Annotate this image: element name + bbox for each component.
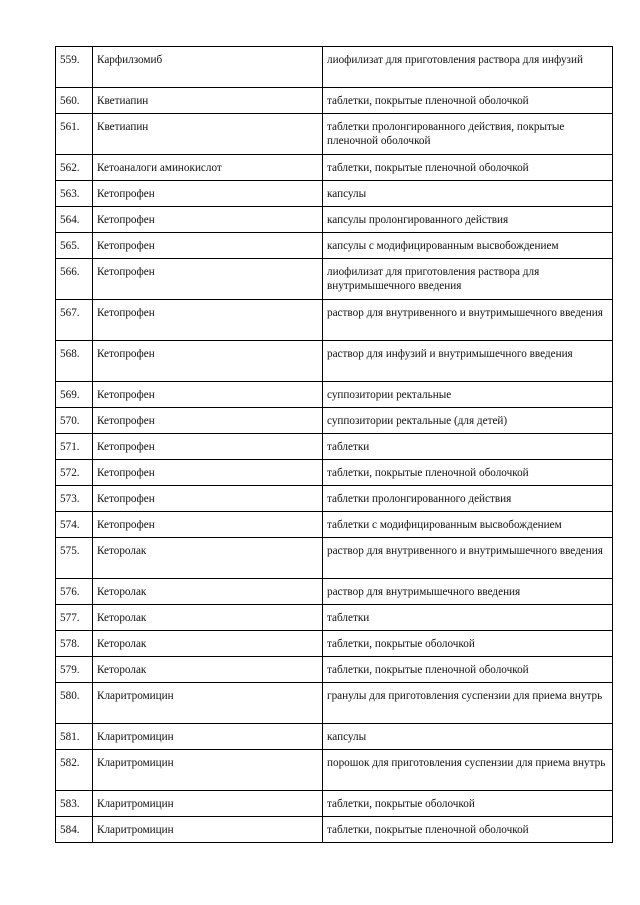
table-row xyxy=(56,605,613,631)
row-number-cell: 563. xyxy=(56,181,93,207)
drug-name-cell: Кетопрофен xyxy=(93,259,323,300)
dosage-form-cell: таблетки, покрытые пленочной оболочкой xyxy=(323,657,613,683)
table-row xyxy=(56,791,613,817)
dosage-form-cell: таблетки xyxy=(323,605,613,631)
table-row xyxy=(56,817,613,843)
drug-name-cell: Кетопрофен xyxy=(93,512,323,538)
row-number-cell: 584. xyxy=(56,817,93,843)
drug-name-cell: Кетопрофен xyxy=(93,434,323,460)
row-number-cell: 580. xyxy=(56,683,93,724)
dosage-form-cell: раствор для инфузий и внутримышечного введения xyxy=(323,341,613,382)
drug-name-cell: Кетопрофен xyxy=(93,408,323,434)
row-number-cell: 572. xyxy=(56,460,93,486)
row-number-cell: 564. xyxy=(56,207,93,233)
drug-name-cell: Кеторолак xyxy=(93,657,323,683)
table-body xyxy=(56,47,613,843)
row-number-cell: 560. xyxy=(56,88,93,114)
table-row xyxy=(56,259,613,300)
dosage-form-cell: таблетки с модифицированным высвобождением xyxy=(323,512,613,538)
drug-name-cell: Кеторолак xyxy=(93,631,323,657)
drug-name-cell: Кетопрофен xyxy=(93,460,323,486)
dosage-form-cell: таблетки, покрытые пленочной оболочкой xyxy=(323,88,613,114)
row-number-cell: 576. xyxy=(56,579,93,605)
row-number-cell: 561. xyxy=(56,114,93,155)
table-row xyxy=(56,233,613,259)
dosage-form-cell: капсулы xyxy=(323,724,613,750)
table-row xyxy=(56,579,613,605)
drug-name-cell: Кларитромицин xyxy=(93,791,323,817)
row-number-cell: 575. xyxy=(56,538,93,579)
row-number-cell: 567. xyxy=(56,300,93,341)
drug-name-cell: Кларитромицин xyxy=(93,724,323,750)
drug-name-cell: Кетопрофен xyxy=(93,181,323,207)
row-number-cell: 574. xyxy=(56,512,93,538)
dosage-form-cell: таблетки, покрытые пленочной оболочкой xyxy=(323,155,613,181)
row-number-cell: 570. xyxy=(56,408,93,434)
table-row xyxy=(56,382,613,408)
table-row xyxy=(56,47,613,88)
table-row xyxy=(56,683,613,724)
drug-name-cell: Кетопрофен xyxy=(93,382,323,408)
row-number-cell: 565. xyxy=(56,233,93,259)
dosage-form-cell: суппозитории ректальные xyxy=(323,382,613,408)
drug-name-cell: Кетопрофен xyxy=(93,341,323,382)
drug-forms-table xyxy=(55,46,613,843)
row-number-cell: 578. xyxy=(56,631,93,657)
drug-name-cell: Кеторолак xyxy=(93,538,323,579)
table-row xyxy=(56,341,613,382)
dosage-form-cell: суппозитории ректальные (для детей) xyxy=(323,408,613,434)
drug-name-cell: Кетопрофен xyxy=(93,207,323,233)
dosage-form-cell: капсулы пролонгированного действия xyxy=(323,207,613,233)
drug-name-cell: Кларитромицин xyxy=(93,683,323,724)
dosage-form-cell: таблетки, покрытые оболочкой xyxy=(323,631,613,657)
row-number-cell: 581. xyxy=(56,724,93,750)
drug-name-cell: Кеторолак xyxy=(93,605,323,631)
dosage-form-cell: лиофилизат для приготовления раствора для инфузий xyxy=(323,47,613,88)
dosage-form-cell: раствор для внутривенного и внутримышечного введения xyxy=(323,538,613,579)
row-number-cell: 566. xyxy=(56,259,93,300)
table-row xyxy=(56,88,613,114)
dosage-form-cell: таблетки, покрытые пленочной оболочкой xyxy=(323,817,613,843)
dosage-form-cell: лиофилизат для приготовления раствора для внутримышечного введения xyxy=(323,259,613,300)
drug-name-cell: Карфилзомиб xyxy=(93,47,323,88)
dosage-form-cell: таблетки пролонгированного действия xyxy=(323,486,613,512)
drug-name-cell: Кларитромицин xyxy=(93,750,323,791)
table-row xyxy=(56,114,613,155)
table-row xyxy=(56,434,613,460)
table-row xyxy=(56,155,613,181)
table-row xyxy=(56,181,613,207)
dosage-form-cell: капсулы xyxy=(323,181,613,207)
row-number-cell: 577. xyxy=(56,605,93,631)
table-row xyxy=(56,207,613,233)
dosage-form-cell: капсулы с модифицированным высвобождением xyxy=(323,233,613,259)
dosage-form-cell: раствор для внутривенного и внутримышечного введения xyxy=(323,300,613,341)
dosage-form-cell: гранулы для приготовления суспензии для приема внутрь xyxy=(323,683,613,724)
dosage-form-cell: таблетки xyxy=(323,434,613,460)
table-row xyxy=(56,408,613,434)
table-row xyxy=(56,631,613,657)
table-row xyxy=(56,486,613,512)
row-number-cell: 569. xyxy=(56,382,93,408)
table-row xyxy=(56,724,613,750)
drug-name-cell: Кеторолак xyxy=(93,579,323,605)
drug-name-cell: Кетопрофен xyxy=(93,300,323,341)
row-number-cell: 579. xyxy=(56,657,93,683)
drug-name-cell: Кетопрофен xyxy=(93,486,323,512)
row-number-cell: 568. xyxy=(56,341,93,382)
drug-name-cell: Кетоаналоги аминокислот xyxy=(93,155,323,181)
drug-name-cell: Кветиапин xyxy=(93,88,323,114)
table-row xyxy=(56,657,613,683)
row-number-cell: 571. xyxy=(56,434,93,460)
row-number-cell: 559. xyxy=(56,47,93,88)
table-row xyxy=(56,538,613,579)
table-row xyxy=(56,300,613,341)
table-row xyxy=(56,750,613,791)
drug-name-cell: Кветиапин xyxy=(93,114,323,155)
table-row xyxy=(56,460,613,486)
row-number-cell: 573. xyxy=(56,486,93,512)
row-number-cell: 562. xyxy=(56,155,93,181)
row-number-cell: 583. xyxy=(56,791,93,817)
dosage-form-cell: таблетки пролонгированного действия, покрытые пленочной оболочкой xyxy=(323,114,613,155)
dosage-form-cell: таблетки, покрытые оболочкой xyxy=(323,791,613,817)
row-number-cell: 582. xyxy=(56,750,93,791)
drug-name-cell: Кетопрофен xyxy=(93,233,323,259)
dosage-form-cell: таблетки, покрытые пленочной оболочкой xyxy=(323,460,613,486)
drug-name-cell: Кларитромицин xyxy=(93,817,323,843)
dosage-form-cell: порошок для приготовления суспензии для приема внутрь xyxy=(323,750,613,791)
table-row xyxy=(56,512,613,538)
dosage-form-cell: раствор для внутримышечного введения xyxy=(323,579,613,605)
